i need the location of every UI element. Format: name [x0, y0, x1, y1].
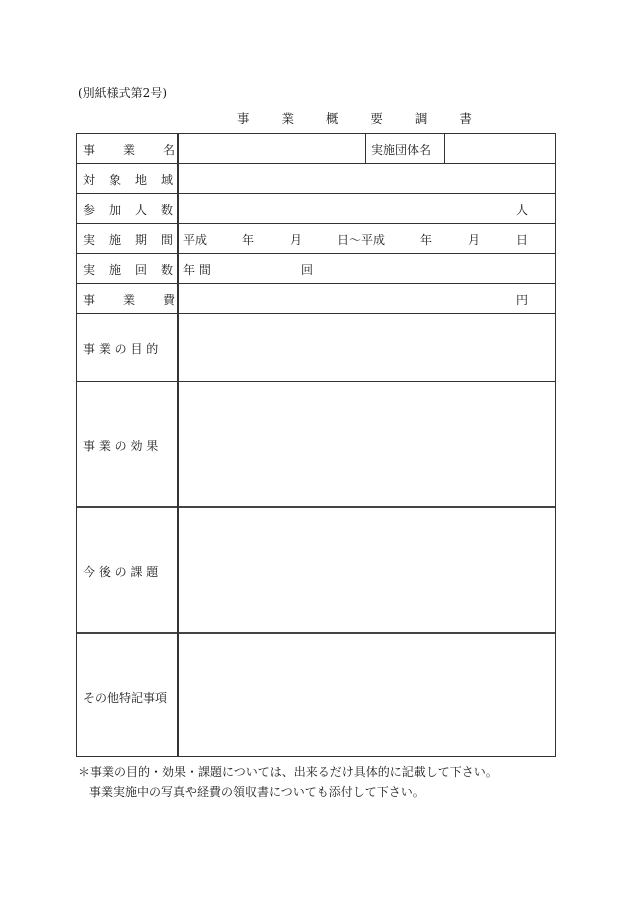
- label-org-name: 実施団体名: [371, 143, 432, 157]
- label-period: 実施期間: [83, 233, 188, 247]
- issues-field[interactable]: [180, 511, 552, 627]
- label-issues: 今 後 の 課 題: [83, 565, 159, 579]
- row-divider: [77, 163, 555, 164]
- summary-form-table: [76, 133, 556, 757]
- note-line-1: ＊事業の目的・効果・課題については、出来るだけ具体的に記載して下さい。: [78, 765, 498, 779]
- cost-field[interactable]: [180, 287, 510, 309]
- row-divider: [77, 253, 555, 254]
- page-title: 事 業 概 要 調 書: [237, 111, 486, 126]
- org-name-field[interactable]: [447, 138, 551, 160]
- count-prefix: 年 間: [183, 263, 211, 277]
- column-divider: [177, 134, 179, 756]
- period-month-end: 月: [468, 233, 481, 247]
- row-divider: [77, 506, 555, 508]
- column-divider: [365, 134, 366, 163]
- participants-field[interactable]: [180, 197, 510, 219]
- period-year-start: 年: [242, 233, 255, 247]
- form-code: (別紙様式第2号): [78, 86, 167, 100]
- cost-unit: 円: [516, 293, 529, 307]
- row-divider: [77, 632, 555, 634]
- column-divider: [444, 134, 445, 163]
- project-name-field[interactable]: [180, 138, 363, 160]
- label-count: 実施回数: [83, 263, 188, 277]
- row-divider: [77, 193, 555, 194]
- participants-unit: 人: [516, 203, 529, 217]
- effect-field[interactable]: [180, 385, 552, 501]
- purpose-field[interactable]: [180, 317, 552, 377]
- count-unit: 回: [301, 263, 314, 277]
- period-year-end: 年: [420, 233, 433, 247]
- period-month-start: 月: [290, 233, 303, 247]
- row-divider: [77, 381, 555, 382]
- label-other: その他特記事項: [83, 691, 168, 705]
- label-effect: 事 業 の 効 果: [83, 439, 159, 453]
- note-line-2: 事業実施中の写真や経費の領収書についても添付して下さい。: [89, 785, 425, 799]
- label-purpose: 事 業 の 目 的: [83, 342, 159, 356]
- target-area-field[interactable]: [180, 167, 552, 189]
- label-participants: 参加人数: [83, 203, 188, 217]
- label-target-area: 対象地域: [83, 173, 188, 187]
- label-cost: 事業費: [83, 293, 204, 307]
- period-day-start: 日〜平成: [337, 233, 386, 247]
- row-divider: [77, 223, 555, 224]
- row-divider: [77, 283, 555, 284]
- row-divider: [77, 313, 555, 314]
- period-era-start: 平成: [183, 233, 208, 247]
- period-day-end: 日: [516, 233, 529, 247]
- label-project-name: 事業名: [83, 143, 204, 157]
- other-field[interactable]: [180, 637, 552, 751]
